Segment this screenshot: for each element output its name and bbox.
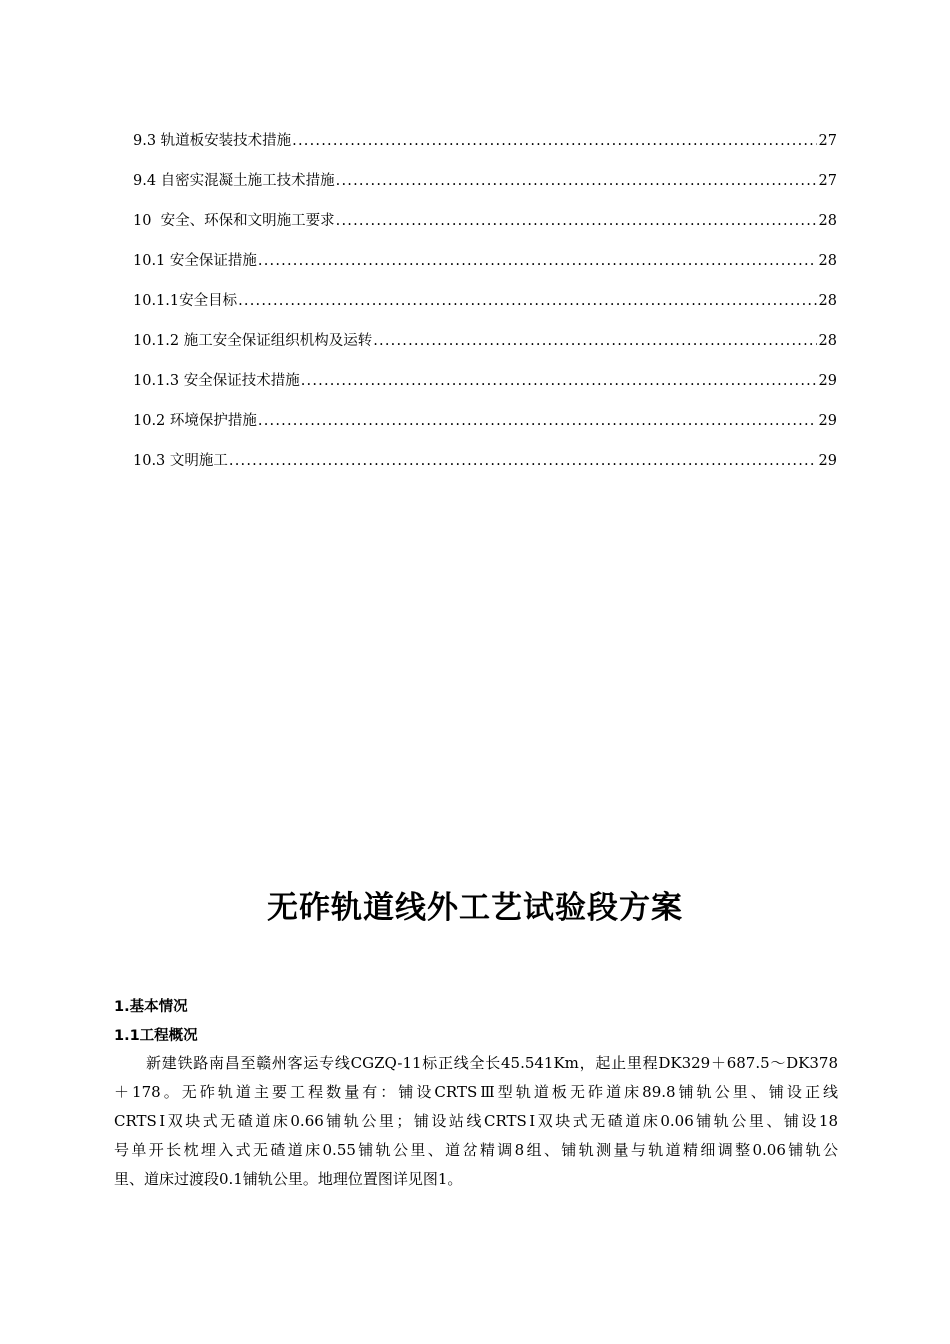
toc-entry[interactable] xyxy=(133,288,837,328)
toc-leader-dots xyxy=(336,168,817,194)
toc-entry-label: 9.4 自密实混凝土施工技术措施 xyxy=(133,173,335,189)
toc-entry[interactable] xyxy=(133,368,837,408)
toc-entry-page: 29 xyxy=(818,453,837,469)
toc-entry-page: 28 xyxy=(818,253,837,269)
toc-entry[interactable] xyxy=(133,168,837,208)
toc-leader-dots xyxy=(336,208,817,234)
paragraph-line: CRTSⅠ双块式无碴道床0.66铺轨公里；铺设站线CRTSⅠ双块式无碴道床0.06铺轨公里、铺设18 xyxy=(114,1112,838,1130)
body-paragraph xyxy=(114,1049,838,1194)
toc-entry[interactable] xyxy=(133,328,837,368)
toc-entry[interactable] xyxy=(133,408,837,448)
document-title: 无砟轨道线外工艺试验段方案 xyxy=(267,890,683,926)
toc-entry-label: 10.2 环境保护措施 xyxy=(133,413,257,429)
toc-entry-page: 28 xyxy=(818,293,837,309)
toc-entry-label: 10.3 文明施工 xyxy=(133,453,228,469)
paragraph-line: ＋178。无砟轨道主要工程数量有：铺设CRTSⅢ型轨道板无砟道床89.8铺轨公里、铺设正线 xyxy=(114,1083,838,1101)
toc-entry-label: 10.1.2 施工安全保证组织机构及运转 xyxy=(133,333,373,349)
table-of-contents xyxy=(133,128,837,488)
subsection-heading: 1.1工程概况 xyxy=(114,1028,198,1044)
toc-leader-dots xyxy=(301,368,817,394)
toc-entry-label: 10 安全、环保和文明施工要求 xyxy=(133,213,335,229)
toc-entry-page: 28 xyxy=(818,213,837,229)
toc-entry[interactable] xyxy=(133,248,837,288)
toc-leader-dots xyxy=(258,408,817,434)
toc-entry[interactable] xyxy=(133,208,837,248)
paragraph-line: 里、道床过渡段0.1铺轨公里。地理位置图详见图1。 xyxy=(114,1170,463,1188)
toc-entry[interactable] xyxy=(133,448,837,488)
toc-entry-label: 9.3 轨道板安装技术措施 xyxy=(133,133,292,149)
section-heading: 1.基本情况 xyxy=(114,999,188,1015)
toc-leader-dots xyxy=(238,288,816,314)
toc-entry[interactable] xyxy=(133,128,837,168)
toc-leader-dots xyxy=(229,448,817,474)
toc-entry-label: 10.1.1安全目标 xyxy=(133,293,238,309)
toc-entry-page: 28 xyxy=(818,333,837,349)
paragraph-line: 号单开长枕埋入式无碴道床0.55铺轨公里、道岔精调8组、铺轨测量与轨道精细调整0.06铺轨公 xyxy=(114,1141,838,1159)
toc-leader-dots xyxy=(258,248,817,274)
toc-entry-page: 29 xyxy=(818,373,837,389)
toc-entry-label: 10.1 安全保证措施 xyxy=(133,253,257,269)
toc-entry-page: 27 xyxy=(818,133,837,149)
toc-leader-dots xyxy=(373,328,816,354)
toc-entry-label: 10.1.3 安全保证技术措施 xyxy=(133,373,300,389)
paragraph-line: 新建铁路南昌至赣州客运专线CGZQ-11标正线全长45.541Km，起止里程DK329＋687.5～DK378 xyxy=(146,1054,838,1072)
toc-entry-page: 27 xyxy=(818,173,837,189)
toc-entry-page: 29 xyxy=(818,413,837,429)
toc-leader-dots xyxy=(292,128,816,154)
